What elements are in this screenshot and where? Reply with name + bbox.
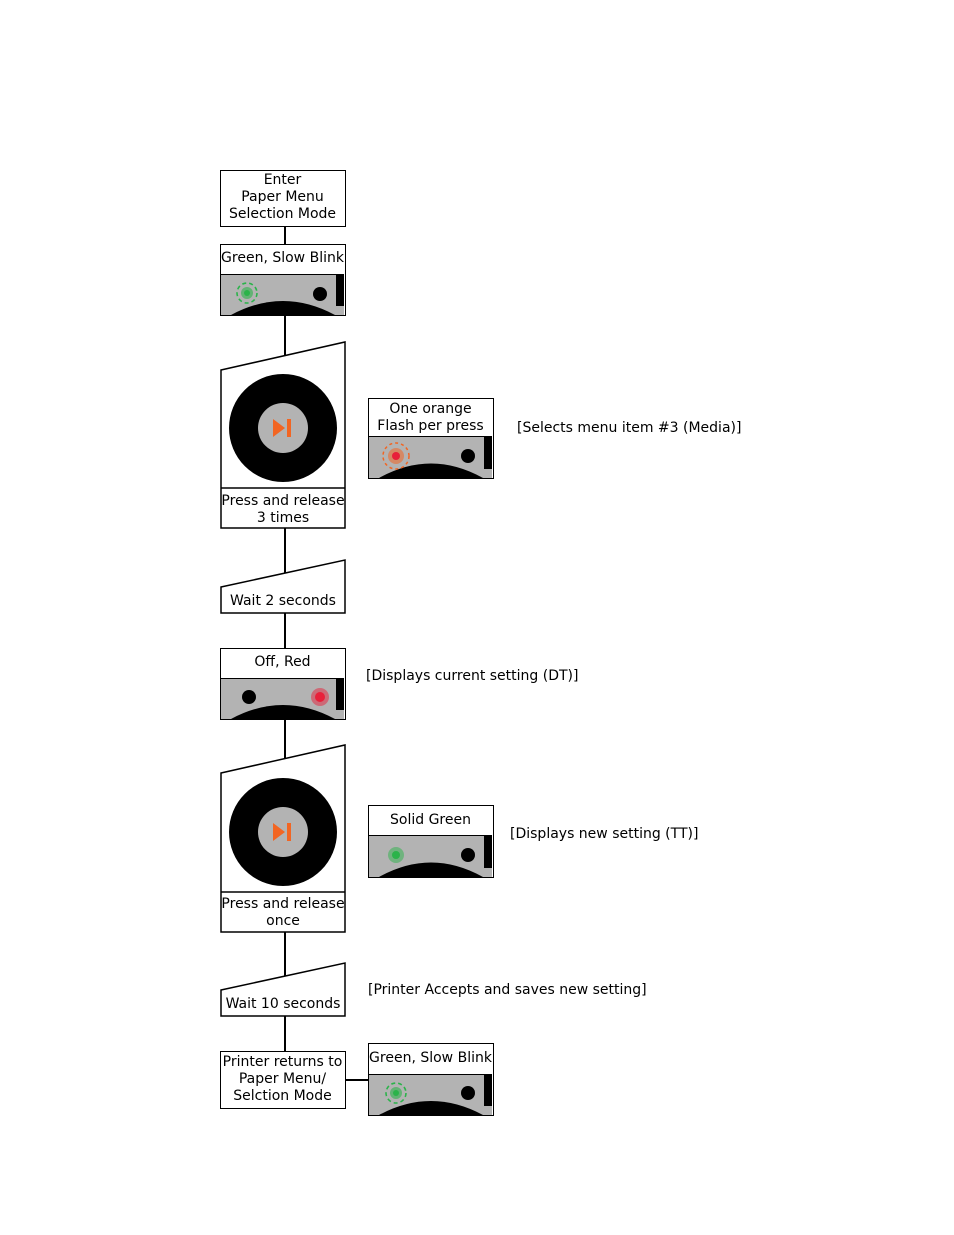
led-status-label: One orange Flash per press (377, 401, 484, 434)
led-status-panel (220, 648, 346, 720)
printer-panel-icon (369, 1074, 492, 1115)
printer-returns-box (220, 1051, 346, 1109)
printer-panel-icon (369, 436, 492, 478)
press-instruction-text: Press and release once (221, 896, 345, 929)
note-printer-accepts: [Printer Accepts and saves new setting] (368, 982, 647, 998)
printer-panel-icon (221, 678, 344, 719)
wait-text: Wait 10 seconds (225, 996, 341, 1012)
connector-line (284, 226, 286, 244)
wait-box (220, 559, 347, 614)
connector-line (284, 1016, 286, 1051)
press-instruction-text: Press and release 3 times (221, 493, 345, 526)
feed-button-icon (257, 806, 309, 858)
press-button-box (220, 744, 347, 933)
printer-returns-text: Printer returns to Paper Menu/ Selction Mode (222, 1054, 343, 1104)
led-status-label: Solid Green (390, 812, 471, 828)
printer-panel-icon (369, 835, 492, 877)
connector-line (284, 613, 286, 648)
note-current-setting: [Displays current setting (DT)] (366, 668, 579, 684)
led-status-label: Green, Slow Blink (221, 250, 344, 266)
wait-box (220, 962, 347, 1017)
led-status-panel (220, 244, 346, 316)
wait-text: Wait 2 seconds (230, 593, 336, 609)
enter-menu-box (220, 170, 346, 227)
press-button-box (220, 341, 347, 529)
led-status-label: Off, Red (254, 654, 311, 670)
feed-button-icon (257, 402, 309, 454)
led-status-panel (368, 1043, 494, 1116)
led-status-panel (368, 805, 494, 878)
note-selects-menu-item: [Selects menu item #3 (Media)] (517, 420, 742, 436)
note-new-setting: [Displays new setting (TT)] (510, 826, 699, 842)
led-status-panel (368, 398, 494, 479)
led-status-label: Green, Slow Blink (369, 1050, 492, 1066)
printer-panel-icon (221, 274, 344, 315)
connector-line (345, 1079, 369, 1081)
enter-menu-text: Enter Paper Menu Selection Mode (228, 172, 337, 222)
